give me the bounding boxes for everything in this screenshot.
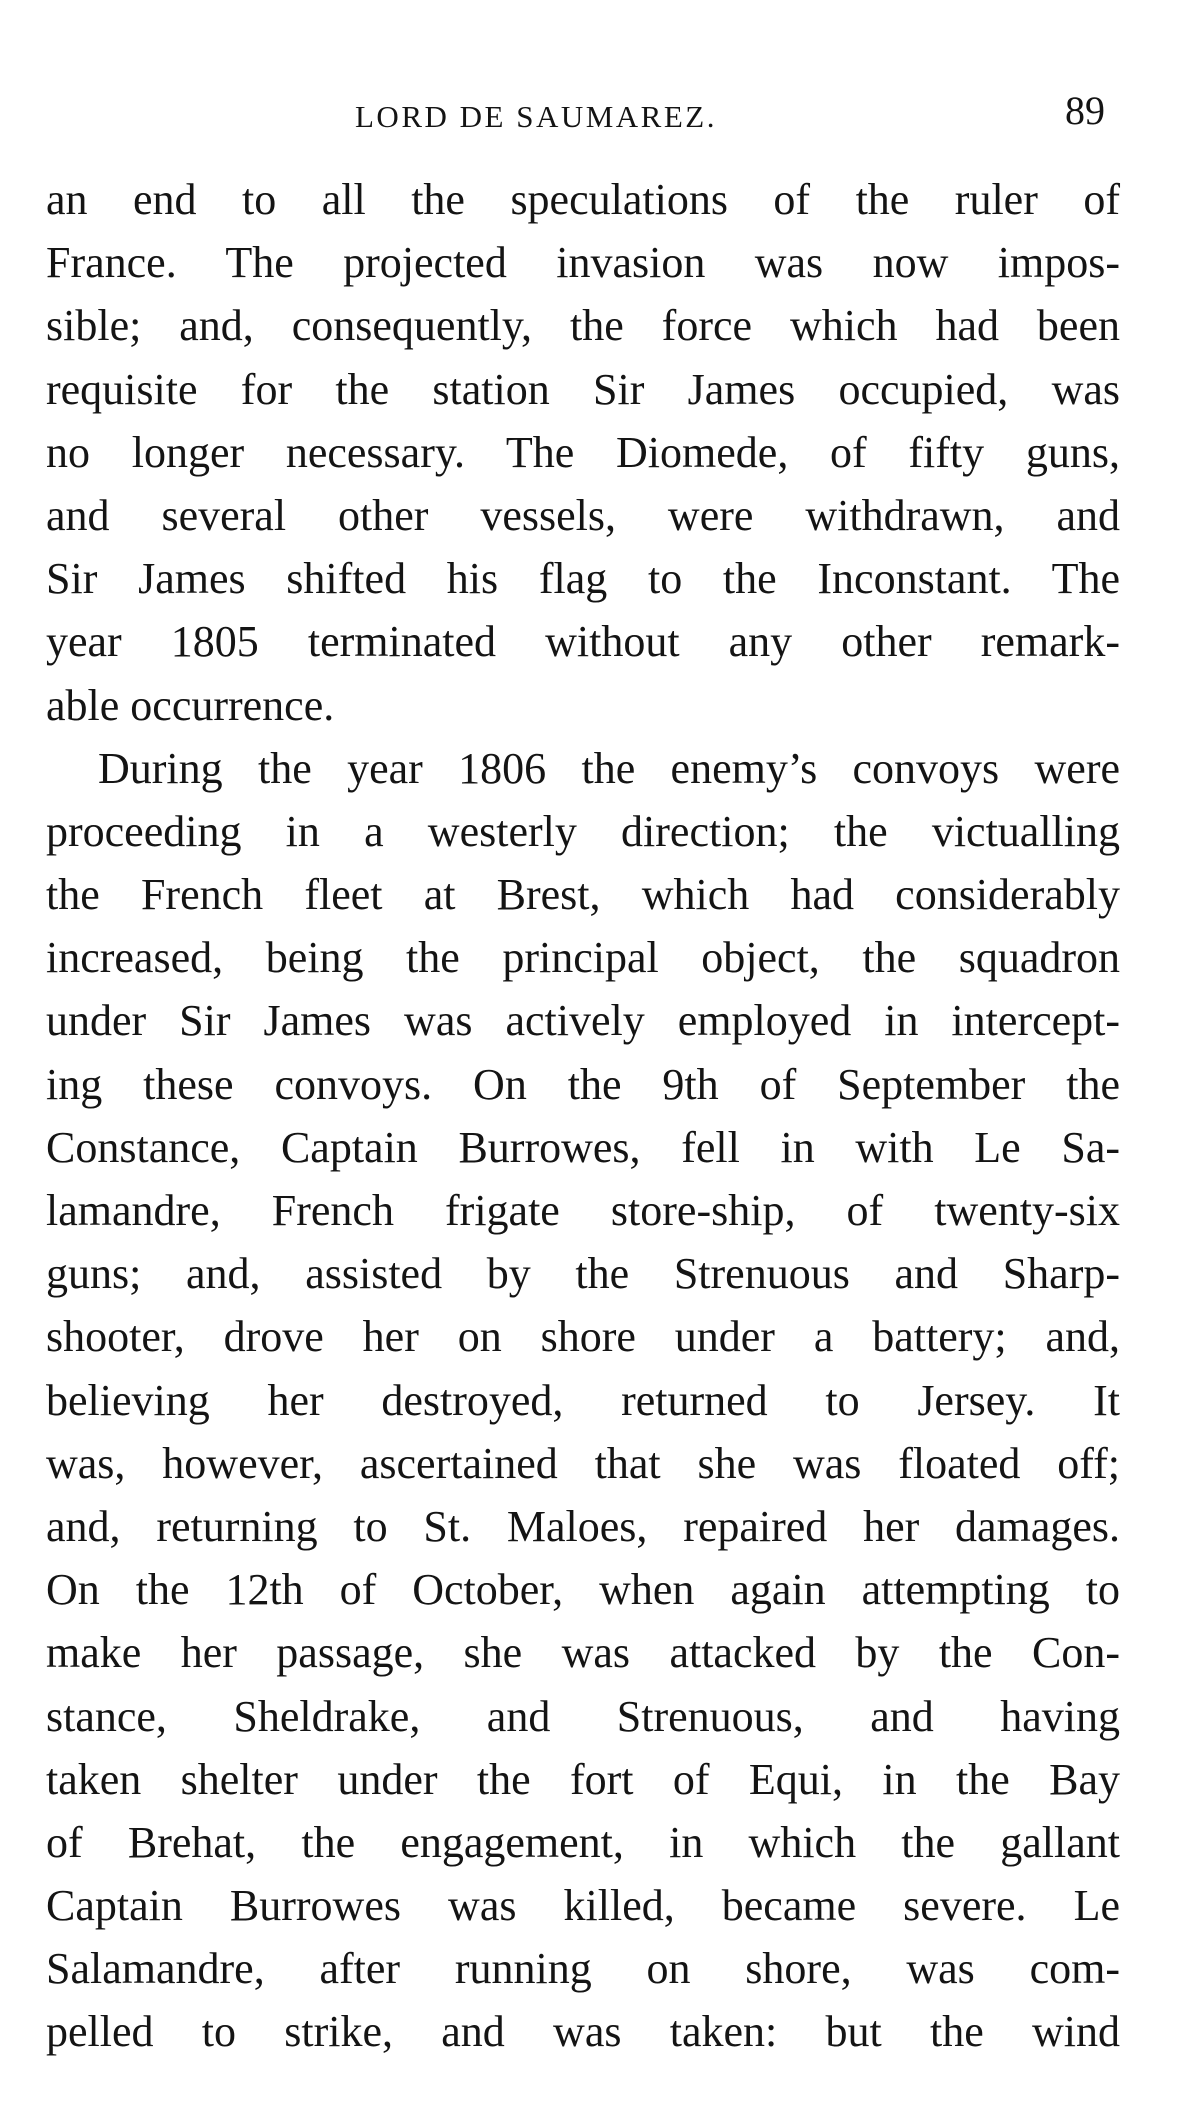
text-line: able occurrence. (46, 680, 335, 730)
text-line: On the 12th of October, when again attempting to (46, 1565, 1120, 1615)
text-line: taken shelter under the fort of Equi, in the Bay (46, 1754, 1120, 1804)
text-line: of Brehat, the engagement, in which the gallant (46, 1817, 1120, 1867)
text-line: make her passage, she was attacked by the Con- (46, 1628, 1120, 1678)
text-line: pelled to strike, and was taken: but the wind (46, 2007, 1120, 2057)
paragraph (46, 737, 1120, 2064)
text-line: Constance, Captain Burrowes, fell in with Le Sa- (46, 1122, 1120, 1172)
page-number: 89 (1065, 88, 1105, 133)
text-line: proceeding in a westerly direction; the victualling (46, 806, 1120, 856)
text-line: guns; and, assisted by the Strenuous and Sharp- (46, 1249, 1120, 1299)
text-line: stance, Sheldrake, and Strenuous, and having (46, 1691, 1120, 1741)
text-line: Sir James shifted his flag to the Inconstant. The (46, 554, 1120, 604)
text-line: shooter, drove her on shore under a battery; and, (46, 1312, 1120, 1362)
text-line: ing these convoys. On the 9th of September the (46, 1059, 1120, 1109)
text-line: sible; and, consequently, the force which had been (46, 301, 1120, 351)
running-header (0, 88, 1204, 142)
text-line: believing her destroyed, returned to Jersey. It (46, 1375, 1120, 1425)
text-line: requisite for the station Sir James occupied, was (46, 364, 1120, 414)
text-line: and several other vessels, were withdrawn, and (46, 490, 1120, 540)
paragraph (46, 168, 1120, 737)
text-line: year 1805 terminated without any other remark- (46, 617, 1120, 667)
text-line: France. The projected invasion was now impos- (46, 238, 1120, 288)
text-line: lamandre, French frigate store-ship, of twenty-six (46, 1186, 1120, 1235)
text-line: increased, being the principal object, the squadron (46, 933, 1120, 983)
text-line: Salamandre, after running on shore, was com- (46, 1944, 1120, 1994)
text-line: Captain Burrowes was killed, became severe. Le (46, 1881, 1120, 1931)
text-line: During the year 1806 the enemy’s convoys were (98, 743, 1120, 793)
text-line: the French fleet at Brest, which had considerably (46, 870, 1120, 920)
text-line: was, however, ascertained that she was floated off; (46, 1438, 1120, 1488)
body-text (46, 168, 1120, 2064)
text-line: no longer necessary. The Diomede, of fifty guns, (46, 427, 1120, 477)
running-title: LORD DE SAUMAREZ. (355, 99, 717, 134)
text-line: under Sir James was actively employed in intercept- (46, 996, 1120, 1046)
text-line: an end to all the speculations of the ruler of (46, 175, 1120, 224)
text-line: and, returning to St. Maloes, repaired her damages. (46, 1501, 1120, 1551)
